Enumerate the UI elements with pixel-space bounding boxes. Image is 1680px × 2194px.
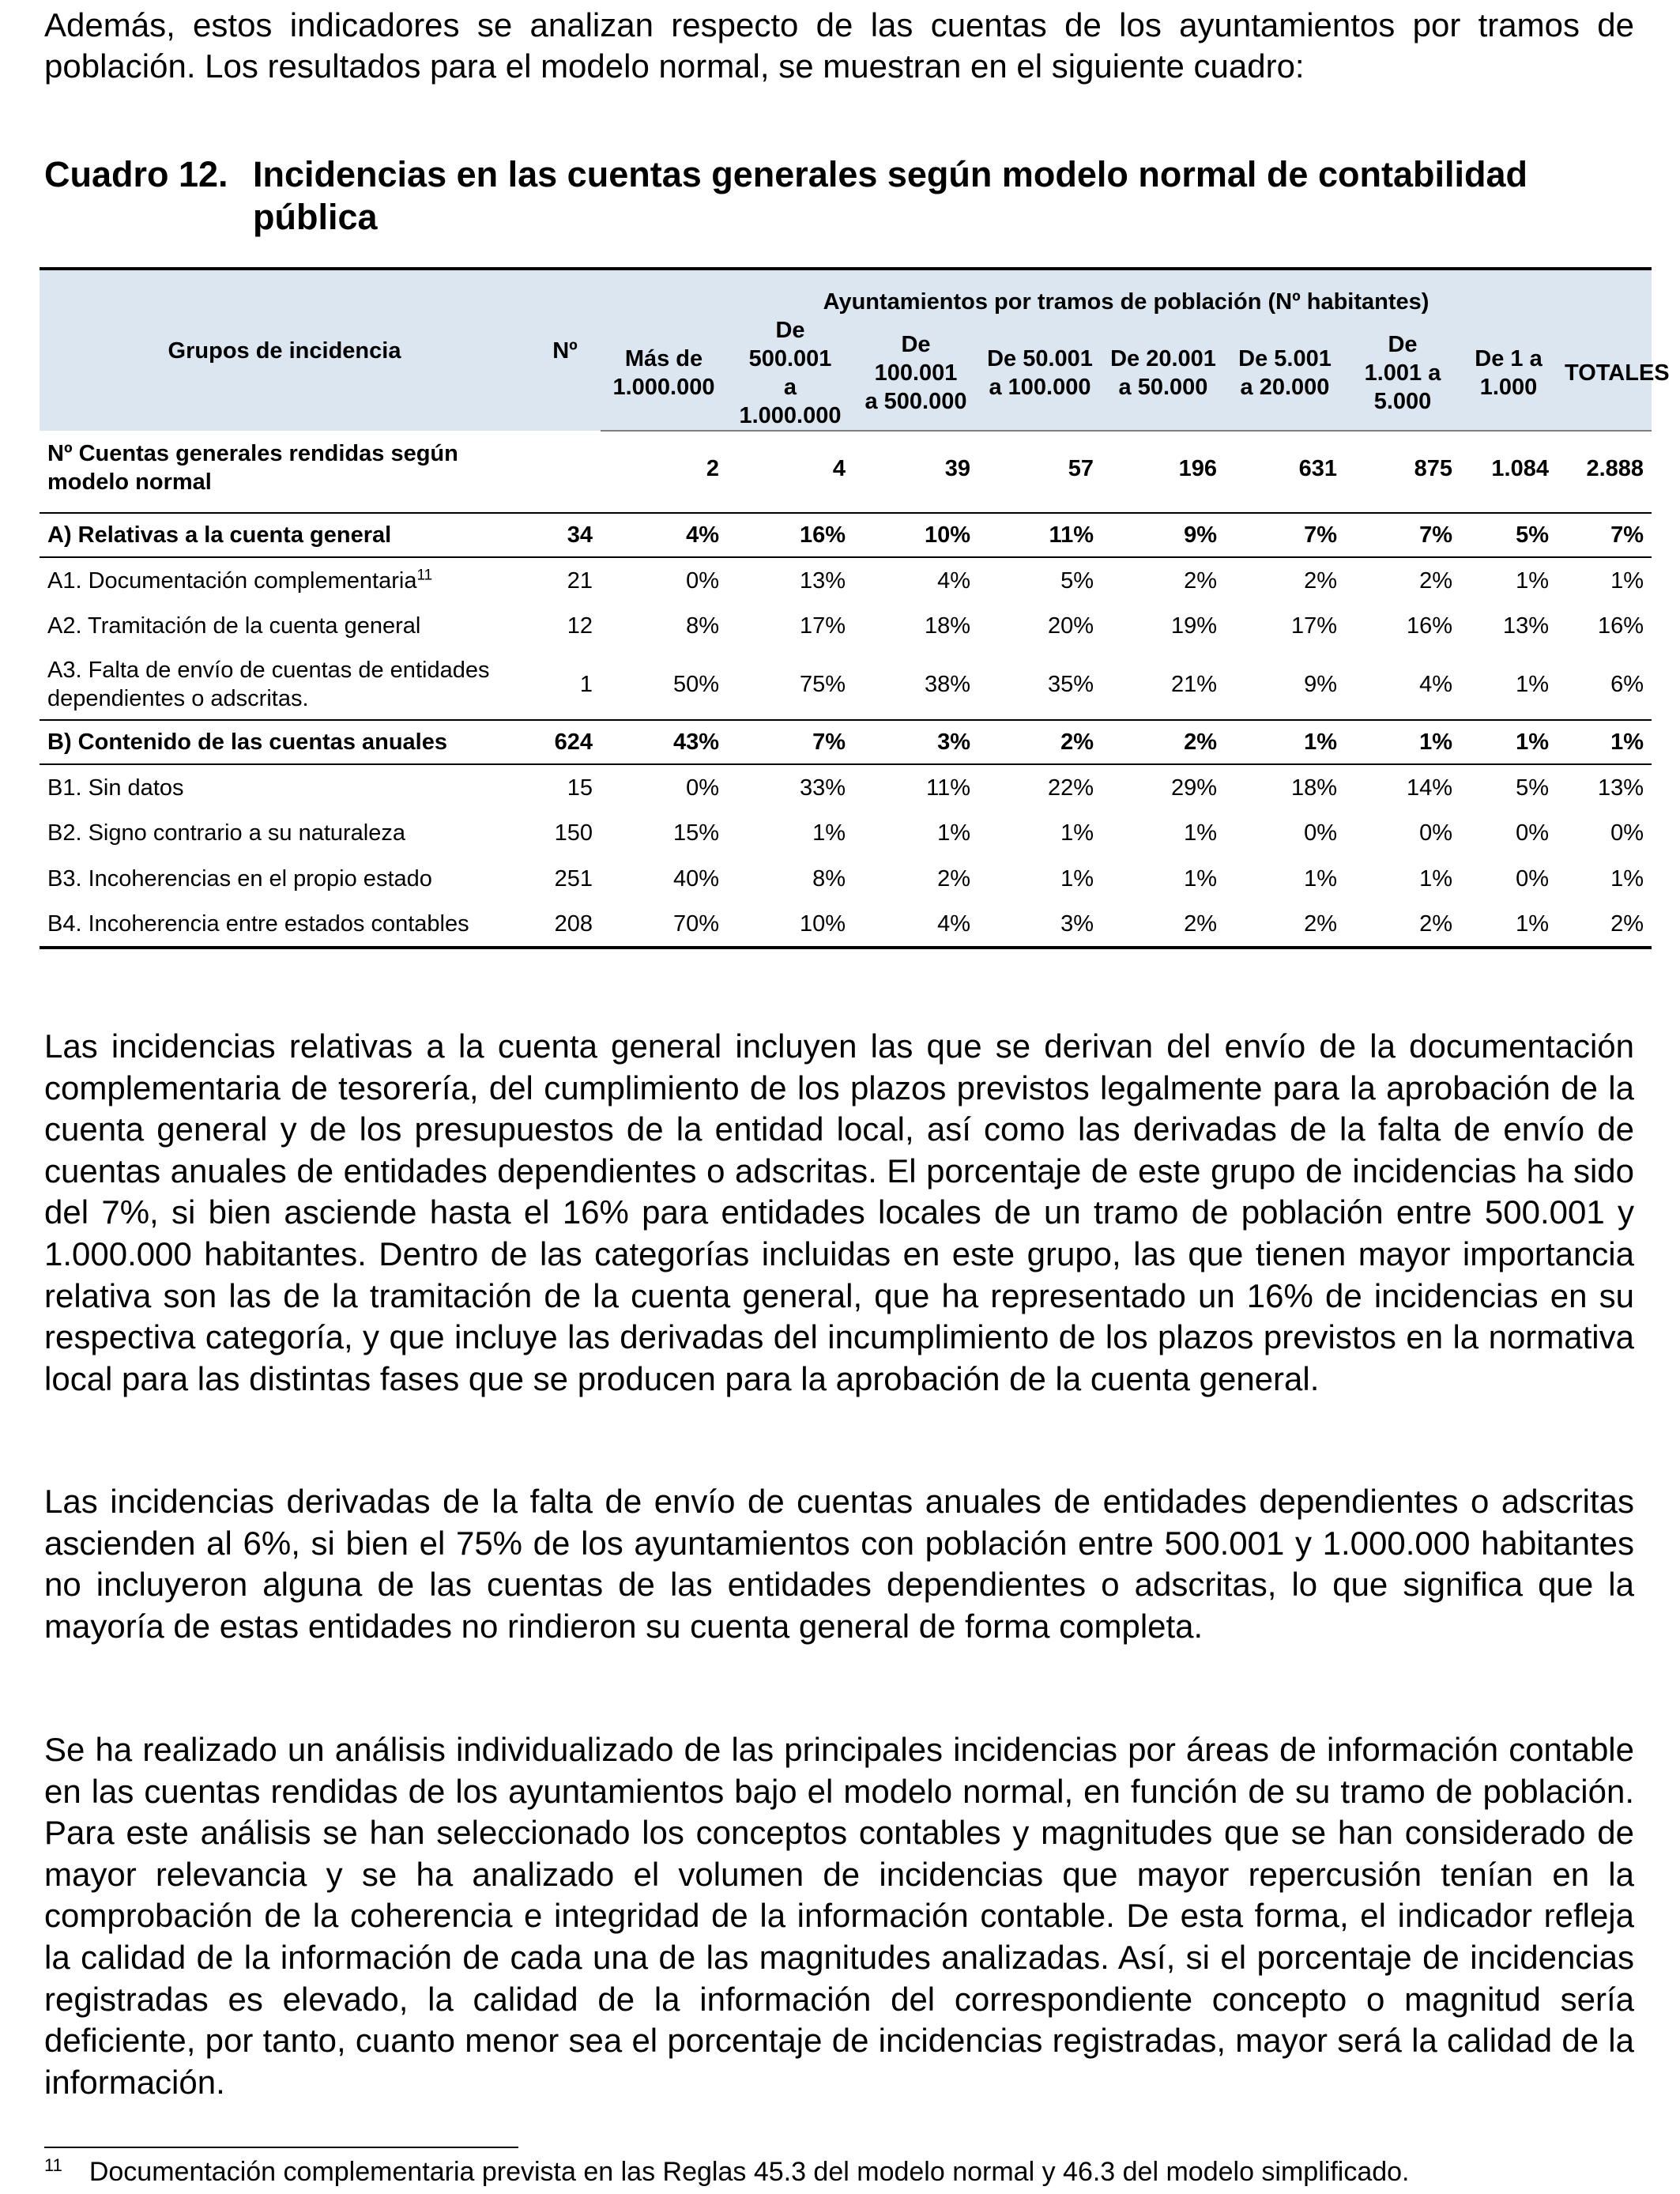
row-cell: 0% [686,775,719,801]
row-cell: 2% [1557,902,1652,948]
row-cell: 13% [1502,613,1549,639]
footnote-mark: 11 [44,2154,62,2175]
count-cell: 2.888 [1586,455,1644,481]
row-cell: 8% [686,613,719,639]
row-cell: 1% [1304,866,1337,892]
row-cell: 5% [1060,567,1094,594]
table-row [40,856,1652,902]
row-cell: 1% [1460,902,1557,948]
body-paragraph-1: Las incidencias relativas a la cuenta general incluyen las que se derivan del envío de la documentación complementaria de tesorería, del cumplimiento de los plazos previstos legalmente para la aprobación de la cuenta general y de los presupuestos de la entidad local, así como las derivadas de la falta de envío de cuentas anuales de entidades dependientes o adscritas. El porcentaje de este grupo de incidencias ha sido del 7%, si bien asciende hasta el 16% para entidades locales de un tramo de población entre 500.001 y 1.000.000 habitantes. Dentro de las categorías incluidas en este grupo, las que tienen mayor importancia relativa son las de la tramitación de la cuenta general, que ha representado un 16% de incidencias en su respectiva categoría, y que incluye las derivadas del incumplimiento de los plazos previstos en la normativa local para las distintas fases que se producen para la aprobación de la cuenta general. [44,1027,1634,1397]
row-cell: 0% [1516,866,1549,892]
row-cell: 1% [1184,866,1217,892]
column-header-8: De 1 a 1.000 [1460,316,1557,431]
table-row [40,810,1652,856]
count-cell: 875 [1414,455,1452,481]
count-cell: 57 [1068,455,1094,481]
table-caption-title: Incidencias en las cuentas generales según modelo normal de contabilidad pública [253,154,1527,237]
column-header-5: De 20.001 a 50.000 [1102,316,1225,431]
row-label: A3. Falta de envío de cuentas de entidades dependientes o adscritas. [47,657,490,711]
table-row [40,557,1652,603]
count-row-label: Nº Cuentas generales rendidas según modelo normal [47,441,458,495]
section-cell: 2% [1102,720,1225,764]
row-cell: 16% [1597,613,1644,639]
table-row [40,764,1652,810]
row-cell: 0% [1610,820,1644,846]
count-cell: 631 [1298,455,1337,481]
table-row [40,603,1652,649]
section-n: 34 [529,513,601,557]
row-cell: 29% [1170,775,1217,801]
incidence-table [40,267,1670,949]
section-cell: 4% [601,513,727,557]
section-row [40,720,1652,764]
column-header-1: Más de 1.000.000 [601,316,727,431]
section-row [40,513,1652,557]
column-header-6: De 5.001 a 20.000 [1225,316,1345,431]
row-cell: 9% [1304,671,1337,697]
row-cell: 1% [937,820,970,846]
row-label: A2. Tramitación de la cuenta general [47,613,421,639]
column-header-4: De 50.001 a 100.000 [978,316,1102,431]
header-groups: Grupos de incidencia [40,269,529,431]
section-cell: 7% [727,720,853,764]
row-cell: 50% [672,671,719,697]
row-cell: 75% [799,671,846,697]
row-cell: 1% [1516,671,1549,697]
row-cell: 18% [924,613,970,639]
row-label: A1. Documentación complementaria$^{11}$ [47,566,433,594]
body-paragraph-2: Las incidencias derivadas de la falta de envío de cuentas anuales de entidades dependientes o adscritas ascienden al 6%, si bien el 75% de los ayuntamientos con población entre 500.001 y 1.000.000 habitantes no incluyeron alguna de las cuentas de las entidades dependientes o adscritas, lo que significa que la mayoría de estas entidades no rindieron su cuenta general de forma completa. [44,1483,1634,1645]
row-cell: 4% [853,902,978,948]
section-label: B) Contenido de las cuentas anuales [40,720,529,764]
row-cell: 15% [672,820,719,846]
section-cell: 7% [1557,513,1652,557]
count-row-n [529,431,601,505]
row-cell: 1% [1060,820,1094,846]
count-cell: 2 [706,455,719,481]
header-n: Nº [529,269,601,431]
row-cell: 1% [1610,567,1644,594]
row-cell: 2% [1304,567,1337,594]
count-row [40,431,1652,505]
row-cell: 11% [926,775,970,801]
section-cell: 2% [978,720,1102,764]
section-cell: 5% [1460,513,1557,557]
row-cell: 1% [1516,567,1549,594]
section-cell: 43% [601,720,727,764]
row-label: B2. Signo contrario a su naturaleza [47,820,405,846]
row-cell: 2% [1345,902,1460,948]
section-cell: 1% [1460,720,1557,764]
body-paragraph-3: Se ha realizado un análisis individualizado de las principales incidencias por áreas de información contable en las cuentas rendidas de los ayuntamientos bajo el modelo normal, en función de su tramo de población. Para este análisis se han seleccionado los conceptos contables y magnitudes que se han considerado de mayor relevancia y se ha analizado el volumen de incidencias que mayor repercusión tenían en la comprobación de la coherencia e integridad de la información contable. De esta forma, el indicador refleja la calidad de la información de cada una de las magnitudes analizadas. Así, si el porcentaje de incidencias registradas es elevado, la calidad de la información del correspondiente concepto o magnitud sería deficiente, por tanto, cuanto menor sea el porcentaje de incidencias registradas, mayor será la calidad de la información. [44,1731,1634,2101]
row-n: 208 [529,902,601,948]
section-cell: 1% [1557,720,1652,764]
row-cell: 20% [1047,613,1094,639]
row-cell: 0% [1419,820,1452,846]
footnote-ref[interactable]: 11 [416,566,433,583]
row-cell: 0% [1304,820,1337,846]
column-header-7: De 1.001 a 5.000 [1345,316,1460,431]
row-cell: 17% [799,613,846,639]
row-n: 21 [567,567,593,594]
table-body [40,431,1652,948]
section-cell: 3% [853,720,978,764]
row-cell: 70% [601,902,727,948]
row-cell: 17% [1290,613,1337,639]
section-cell: 1% [1225,720,1345,764]
column-header-9: TOTALES [1557,316,1652,431]
count-cell: 1.084 [1491,455,1549,481]
footnote-divider [44,2147,518,2148]
table-caption-number: Cuadro 12. [44,154,228,194]
row-cell: 1% [812,820,846,846]
count-cell: 196 [1178,455,1217,481]
row-cell: 4% [937,567,970,594]
row-cell: 4% [1419,671,1452,697]
row-cell: 35% [1047,671,1094,697]
table-caption [44,153,1634,239]
row-cell: 13% [799,567,846,594]
section-cell: 10% [853,513,978,557]
row-cell: 33% [799,775,846,801]
row-n: 15 [567,775,593,801]
row-cell: 2% [1419,567,1452,594]
footnote-text: Documentación complementaria prevista en las Reglas 45.3 del modelo normal y 46.3 del modelo simplificado. [89,2157,1410,2187]
header-population-span: Ayuntamientos por tramos de población (Nº habitantes) [601,269,1652,316]
row-cell: 13% [1597,775,1644,801]
row-cell: 22% [1047,775,1094,801]
row-cell: 1% [1610,866,1644,892]
row-cell: 14% [1406,775,1452,801]
row-cell: 10% [727,902,853,948]
row-cell: 0% [686,567,719,594]
row-cell: 3% [978,902,1102,948]
section-cell: 11% [978,513,1102,557]
row-cell: 2% [937,866,970,892]
row-cell: 2% [1225,902,1345,948]
section-cell: 7% [1225,513,1345,557]
row-cell: 2% [1102,902,1225,948]
row-cell: 40% [672,866,719,892]
row-n: 12 [567,613,593,639]
table-row [40,902,1652,948]
row-cell: 6% [1610,671,1644,697]
section-cell: 7% [1345,513,1460,557]
section-cell: 16% [727,513,853,557]
row-cell: 16% [1406,613,1452,639]
row-cell: 1% [1060,866,1094,892]
section-n: 624 [529,720,601,764]
count-cell: 4 [832,455,846,481]
intro-paragraph: Además, estos indicadores se analizan respecto de las cuentas de los ayuntamientos por tramos de población. Los resultados para el modelo normal, se muestran en el siguiente cuadro: [44,6,1634,85]
row-label: B1. Sin datos [47,775,184,801]
section-cell: 1% [1345,720,1460,764]
row-cell: 1% [1419,866,1452,892]
spacer-cell [40,505,1652,513]
row-label: B4. Incoherencia entre estados contables [40,902,529,948]
column-header-3: De 100.001 a 500.000 [853,316,978,431]
row-n: 1 [579,671,593,697]
footnote [44,2154,1410,2189]
row-cell: 21% [1170,671,1217,697]
row-cell: 19% [1170,613,1217,639]
row-cell: 0% [1516,820,1549,846]
spacer-row [40,505,1652,513]
section-cell: 9% [1102,513,1225,557]
row-cell: 38% [924,671,970,697]
table-row [40,649,1652,720]
row-cell: 8% [812,866,846,892]
section-label: A) Relativas a la cuenta general [40,513,529,557]
row-cell: 18% [1290,775,1337,801]
row-n: 251 [554,866,593,892]
row-n: 150 [554,820,593,846]
row-cell: 2% [1184,567,1217,594]
count-cell: 39 [944,455,970,481]
row-cell: 5% [1516,775,1549,801]
column-header-2: De 500.001 a 1.000.000 [727,316,853,431]
row-cell: 1% [1184,820,1217,846]
row-label: B3. Incoherencias en el propio estado [47,866,432,892]
